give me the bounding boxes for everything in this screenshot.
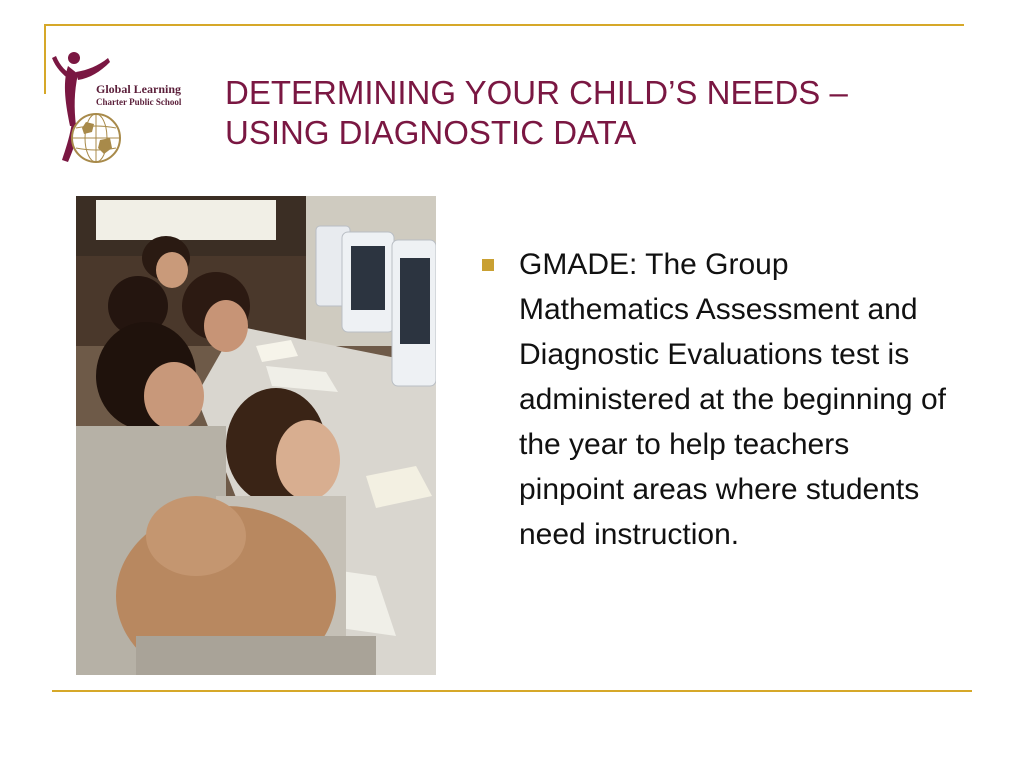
top-rule bbox=[44, 24, 964, 26]
students-photo bbox=[76, 196, 436, 675]
bullet-text: GMADE: The Group Mathematics Assessment and Diagnostic Evaluations test is administered at the beginning of the year to help teachers pinpoint areas where students need instruction. bbox=[519, 248, 946, 551]
logo-text bbox=[96, 83, 181, 107]
logo-line-1: Global Learning bbox=[96, 82, 182, 96]
slide-title bbox=[225, 73, 1005, 153]
square-bullet-icon bbox=[482, 259, 494, 271]
students-at-computers-photo-icon bbox=[76, 196, 436, 675]
slide-title-line-1: DETERMINING YOUR CHILD’S NEEDS – bbox=[225, 74, 848, 111]
left-rule bbox=[44, 24, 46, 94]
logo-line-2: Charter Public School bbox=[96, 96, 182, 107]
bottom-rule bbox=[52, 690, 972, 692]
slide-title-line-2: USING DIAGNOSTIC DATA bbox=[225, 114, 637, 151]
